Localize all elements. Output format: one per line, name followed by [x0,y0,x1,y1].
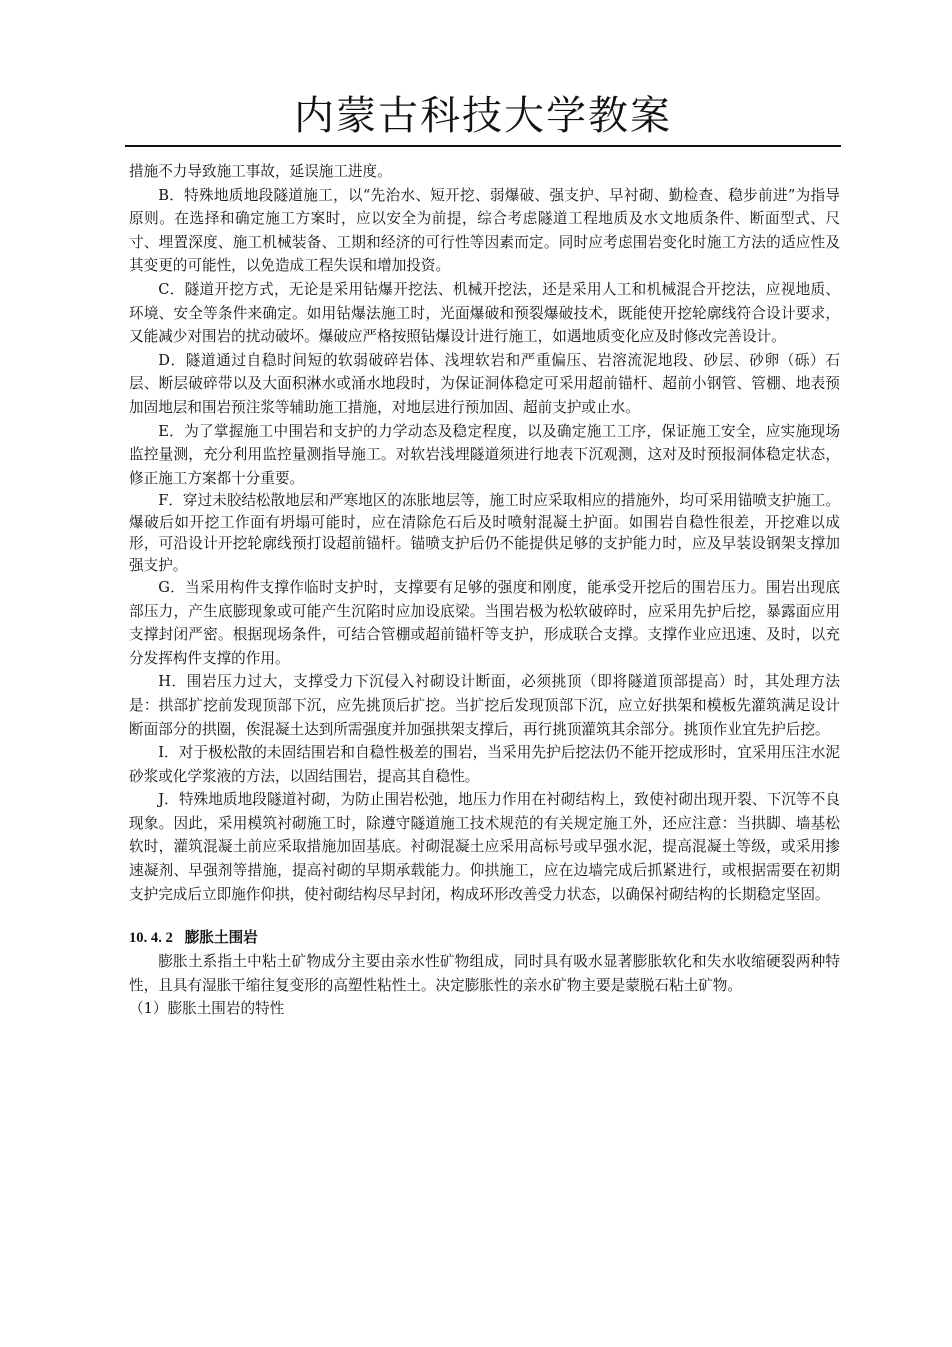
paragraph-j: J．特殊地质地段隧道衬砌，为防止围岩松弛，地压力作用在衬砌结构上，致使衬砌出现开裂、下沉等不良现象。因此，采用模筑衬砌施工时，除遵守隧道施工技术规范的有关规定施工外，还应注意：当拱脚、墙基松软时，灌筑混凝土前应采取措施加固基底。衬砌混凝土应采用高标号或早强水泥，提高混凝土等级，或采用掺速凝剂、早强剂等措施，提高衬砌的早期承载能力。仰拱施工，应在边墙完成后抓紧进行，或根据需要在初期支护完成后立即施作仰拱，使衬砌结构尽早封闭，构成环形改善受力状态，以确保衬砌结构的长期稳定坚固。 [129,791,840,903]
paragraph-c: C．隧道开挖方式，无论是采用钻爆开挖法、机械开挖法，还是采用人工和机械混合开挖法，应视地质、环境、安全等条件来确定。如用钻爆法施工时，光面爆破和预裂爆破技术，既能使开挖轮廓线符合设计要求，又能减少对围岩的扰动破坏。爆破应严格按照钻爆设计进行施工，如遇地质变化应及时修改完善设计。 [129,280,840,346]
section-number: 10. 4. 2 [129,930,173,947]
paragraph-f: F．穿过未胶结松散地层和严寒地区的冻胀地层等，施工时应采取相应的措施外，均可采用锚喷支护施工。爆破后如开挖工作面有坍塌可能时，应在清除危石后及时喷射混凝土护面。如围岩自稳性很差，开挖难以成形，可沿设计开挖轮廓线预打设超前锚杆。锚喷支护后仍不能提供足够的支护能力时，应及早装设钢架支撑加强支护。 [129,492,840,574]
section-intro-paragraph: 膨胀土系指土中粘土矿物成分主要由亲水性矿物组成，同时具有吸水显著膨胀软化和失水收缩硬裂两种特性，且具有湿胀干缩往复变形的高塑性粘性土。决定膨胀性的亲水矿物主要是蒙脱石粘土矿物。 [129,953,840,994]
paragraph-h: H．围岩压力过大，支撑受力下沉侵入衬砌设计断面，必须挑顶（即将隧道顶部提高）时，其处理方法是：拱部扩挖前发现顶部下沉，应先挑顶后扩挖。当扩挖后发现顶部下沉，应立好拱架和模板先灌筑满足设计断面部分的拱圈，俟混凝土达到所需强度并加强拱架支撑后，再行挑顶灌筑其余部分。挑顶作业宜先护后挖。 [129,673,840,738]
document-body [129,160,840,1021]
section-title: 膨胀土围岩 [184,929,258,947]
paragraph-continuation: 措施不力导致施工事故，延误施工进度。 [129,163,392,180]
paragraph-d: D．隧道通过自稳时间短的软弱破碎岩体、浅埋软岩和严重偏压、岩溶流泥地段、砂层、砂卵（砾）石层、断层破碎带以及大面积淋水或涌水地段时，为保证洞体稳定可采用超前锚杆、超前小钢管、管棚、地表预加固地层和围岩预注浆等辅助施工措施，对地层进行预加固、超前支护或止水。 [129,351,840,416]
page-header-title: 内蒙古科技大学教案 [294,93,672,139]
paragraph-e: E．为了掌握施工中围岩和支护的力学动态及稳定程度，以及确定施工工序，保证施工安全，应实施现场监控量测，充分利用监控量测指导施工。对软岩浅埋隧道须进行地表下沉观测，这对及时预报洞体稳定状态，修正施工方案都十分重要。 [129,422,840,487]
paragraph-i: I．对于极松散的未固结围岩和自稳性极差的围岩，当采用先护后挖法仍不能开挖成形时，宜采用压注水泥砂浆或化学浆液的方法，以固结围岩，提高其自稳性。 [129,744,840,785]
paragraph-b: B．特殊地质地段隧道施工，以“先治水、短开挖、弱爆破、强支护、早衬砌、勤检查、稳步前进”为指导原则。在选择和确定施工方案时，应以安全为前提，综合考虑隧道工程地质及水文地质条件、断面型式、尺寸、埋置深度、施工机械装备、工期和经济的可行性等因素而定。同时应考虑围岩变化时施工方法的适应性及其变更的可能性，以免造成工程失误和增加投资。 [129,186,840,275]
header-divider [125,145,841,147]
subsection-heading: （1）膨胀土围岩的特性 [129,1000,285,1018]
paragraph-g: G．当采用构件支撑作临时支护时，支撑要有足够的强度和刚度，能承受开挖后的围岩压力。围岩出现底部压力，产生底膨现象或可能产生沉陷时应加设底梁。当围岩极为松软破碎时，应采用先护后挖，暴露面应用支撑封闭严密。根据现场条件，可结合管棚或超前锚杆等支护，形成联合支撑。支撑作业应迅速、及时，以充分发挥构件支撑的作用。 [129,578,840,667]
section-heading [129,926,840,950]
